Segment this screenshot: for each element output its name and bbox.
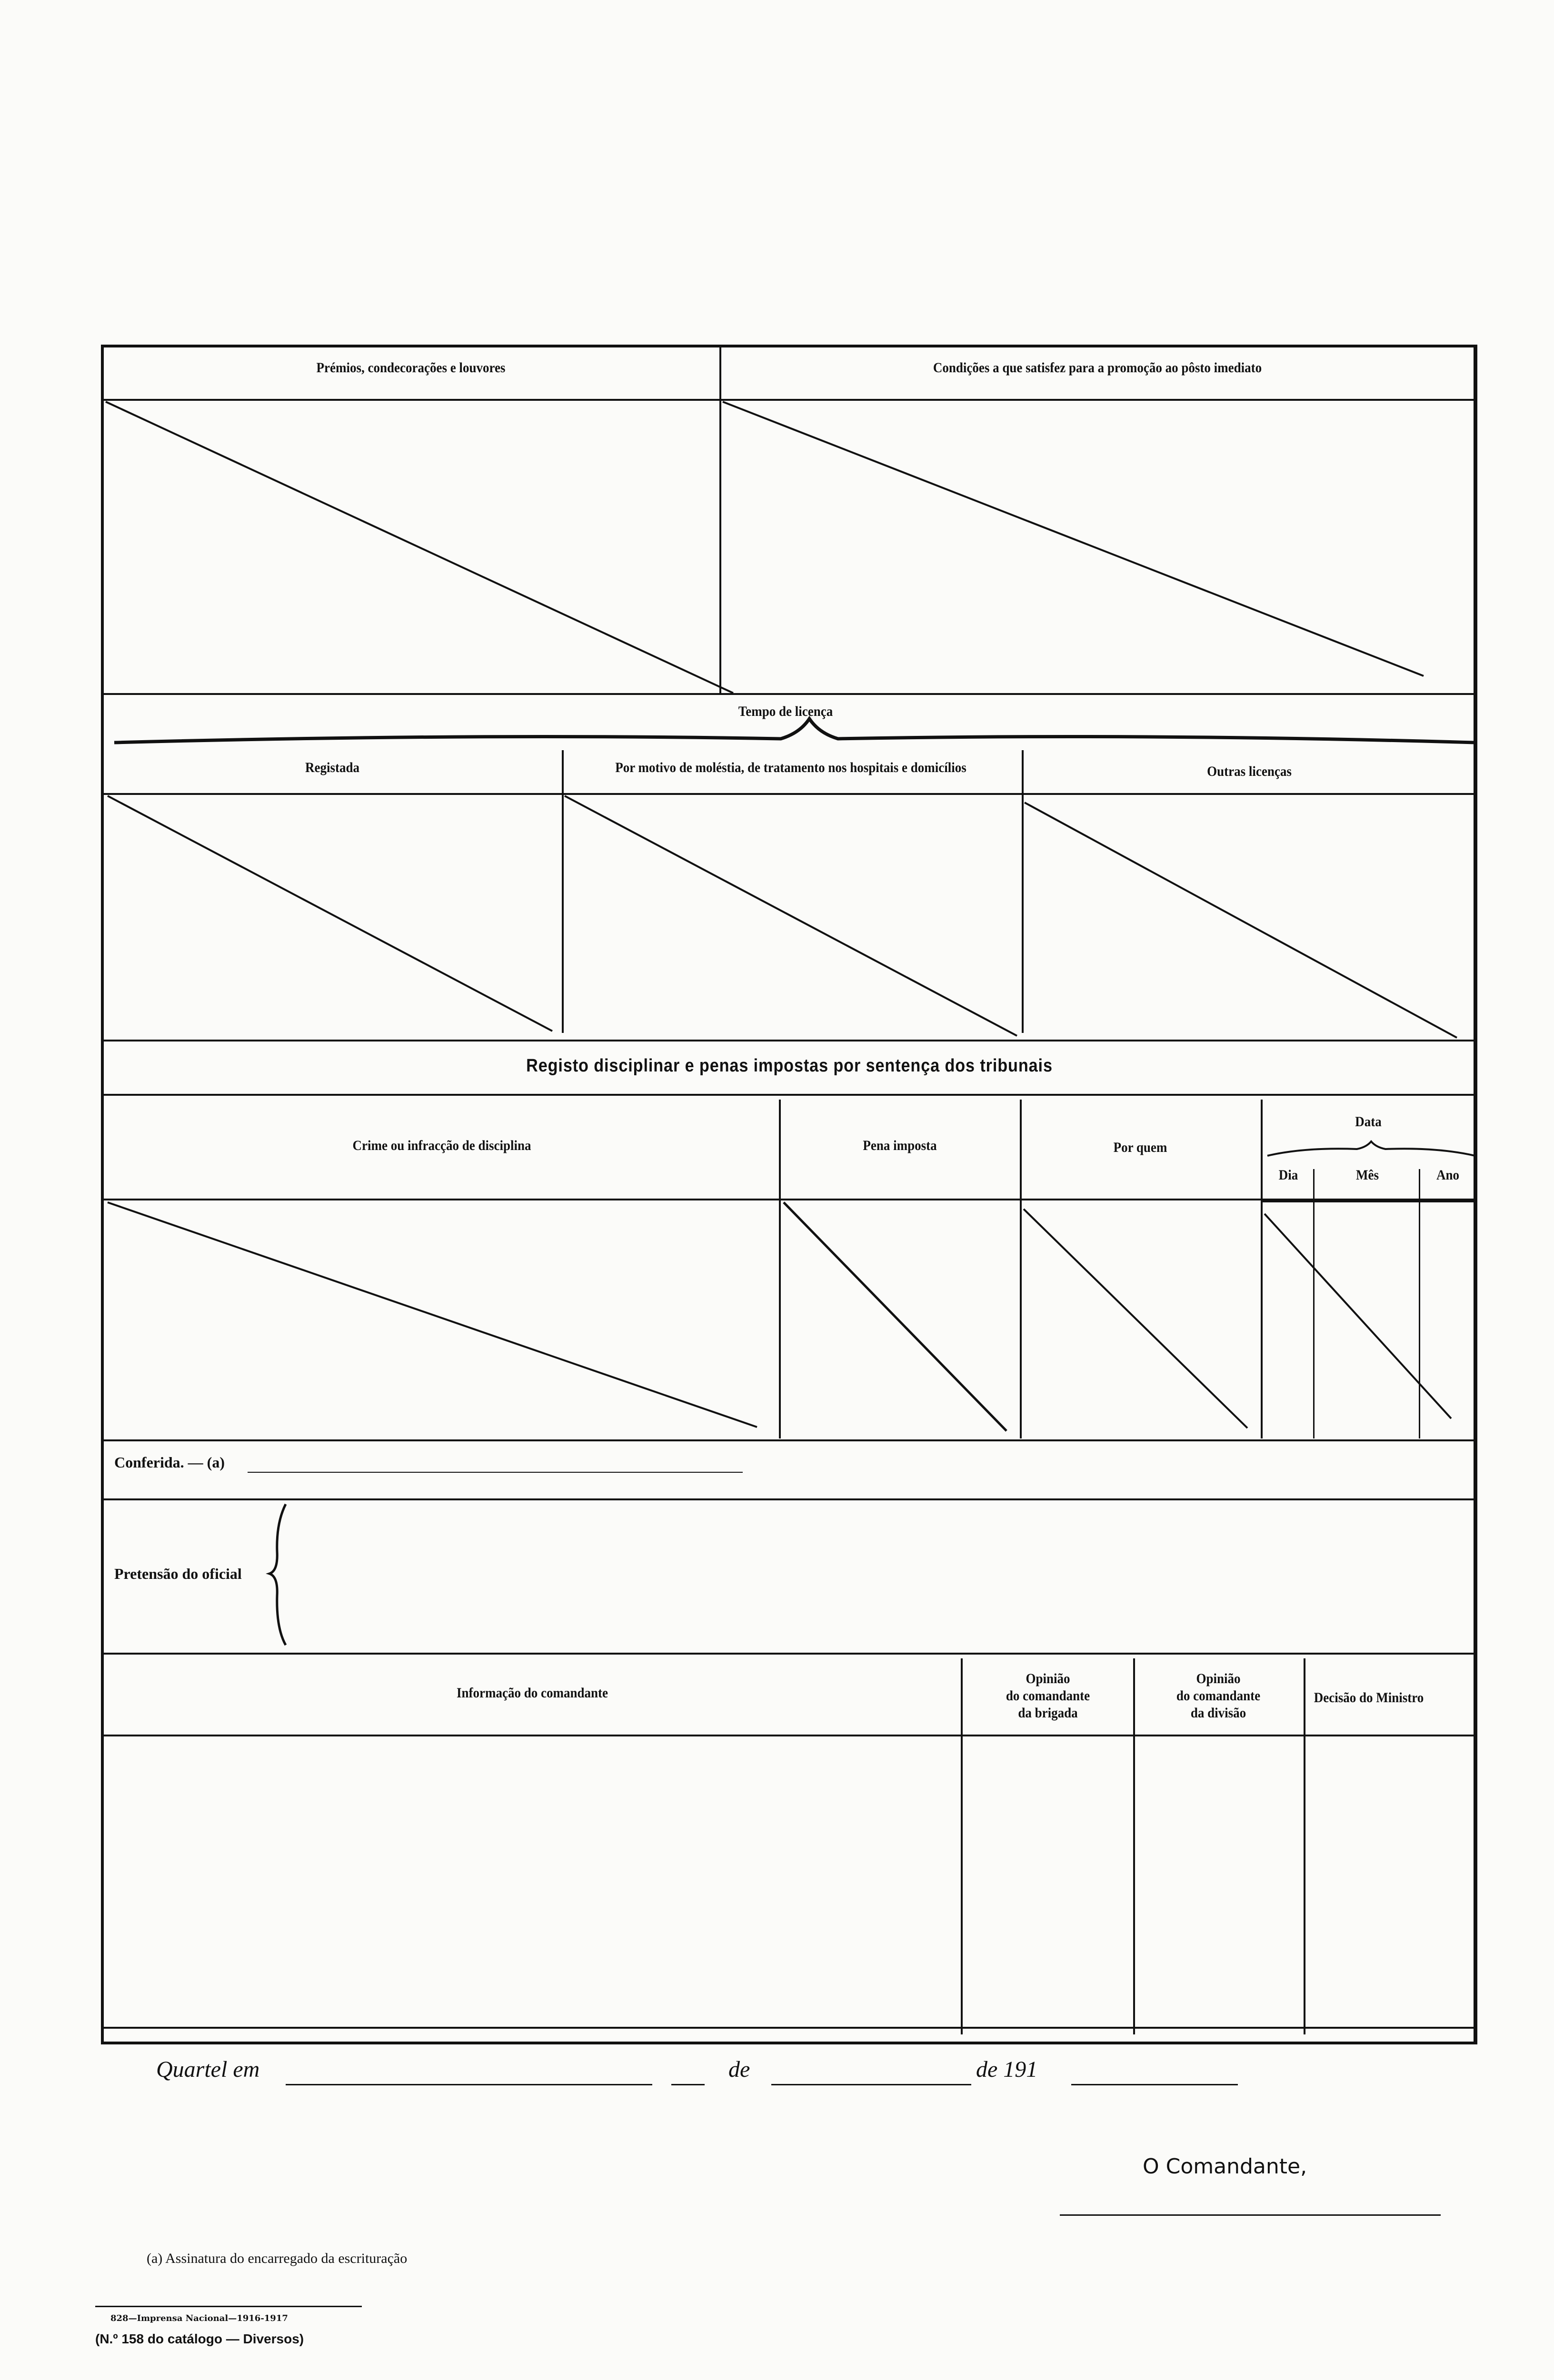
diag-condicoes	[723, 402, 1424, 676]
comandante-label: O Comandante,	[1143, 2154, 1307, 2179]
conferida-label: Conferida. — (a)	[114, 1454, 225, 1471]
opiniao-divisao-line2: do comandante	[1176, 1688, 1261, 1704]
pena-imposta-header: Pena imposta	[863, 1138, 937, 1153]
diag-premios	[106, 402, 733, 693]
pretensao-label: Pretensão do oficial	[114, 1565, 242, 1582]
month-line	[771, 2084, 971, 2085]
diag-por-quem	[1024, 1209, 1247, 1428]
footnote-rule	[95, 2306, 362, 2307]
comandante-signature-line	[1060, 2214, 1441, 2216]
informacao-header: Informação do comandante	[456, 1685, 608, 1701]
diag-data	[1265, 1214, 1451, 1418]
catalog-line: (N.º 158 do catálogo — Diversos)	[95, 2331, 304, 2346]
registo-disciplinar-title: Registo disciplinar e penas impostas por sentença dos tribunais	[526, 1056, 1053, 1076]
opiniao-brigada-line3: da brigada	[1018, 1705, 1078, 1721]
printer-line: 828—Imprensa Nacional—1916-1917	[110, 2313, 288, 2323]
opiniao-divisao-line3: da divisão	[1190, 1705, 1246, 1721]
quartel-line	[286, 2084, 652, 2085]
condicoes-header: Condições a que satisfez para a promoção ao pôsto imediato	[933, 360, 1262, 376]
registada-header: Registada	[305, 760, 359, 775]
footnote-a: (a) Assinatura do encarregado da escrituração	[147, 2251, 408, 2266]
diag-registada	[108, 796, 552, 1031]
data-header: Data	[1355, 1114, 1382, 1130]
tempo-licenca-title: Tempo de licença	[738, 704, 833, 719]
opiniao-brigada-line1: Opinião	[1026, 1671, 1070, 1686]
diag-pena	[784, 1202, 1006, 1431]
outras-licencas-header: Outras licenças	[1207, 764, 1292, 779]
diag-molestia	[565, 796, 1017, 1036]
de-label-2: de 191	[976, 2057, 1038, 2082]
crime-header: Crime ou infracção de disciplina	[352, 1138, 531, 1153]
mes-header: Mês	[1356, 1167, 1379, 1183]
molestia-header: Por motivo de moléstia, de tratamento nos hospitais e domicílios	[615, 760, 966, 775]
diag-outras	[1025, 803, 1457, 1038]
decisao-ministro-header: Decisão do Ministro	[1314, 1690, 1424, 1706]
por-quem-header: Por quem	[1113, 1140, 1167, 1155]
year-line	[1071, 2084, 1238, 2085]
opiniao-brigada-line2: do comandante	[1006, 1688, 1090, 1704]
opiniao-divisao-line1: Opinião	[1196, 1671, 1241, 1686]
premios-header: Prémios, condecorações e louvores	[316, 360, 506, 376]
diag-crime	[108, 1202, 757, 1427]
quartel-label: Quartel em	[156, 2057, 260, 2082]
de-label-1: de	[728, 2057, 750, 2082]
quartel-dash	[671, 2084, 705, 2085]
dia-header: Dia	[1278, 1167, 1298, 1183]
ano-header: Ano	[1436, 1167, 1460, 1183]
